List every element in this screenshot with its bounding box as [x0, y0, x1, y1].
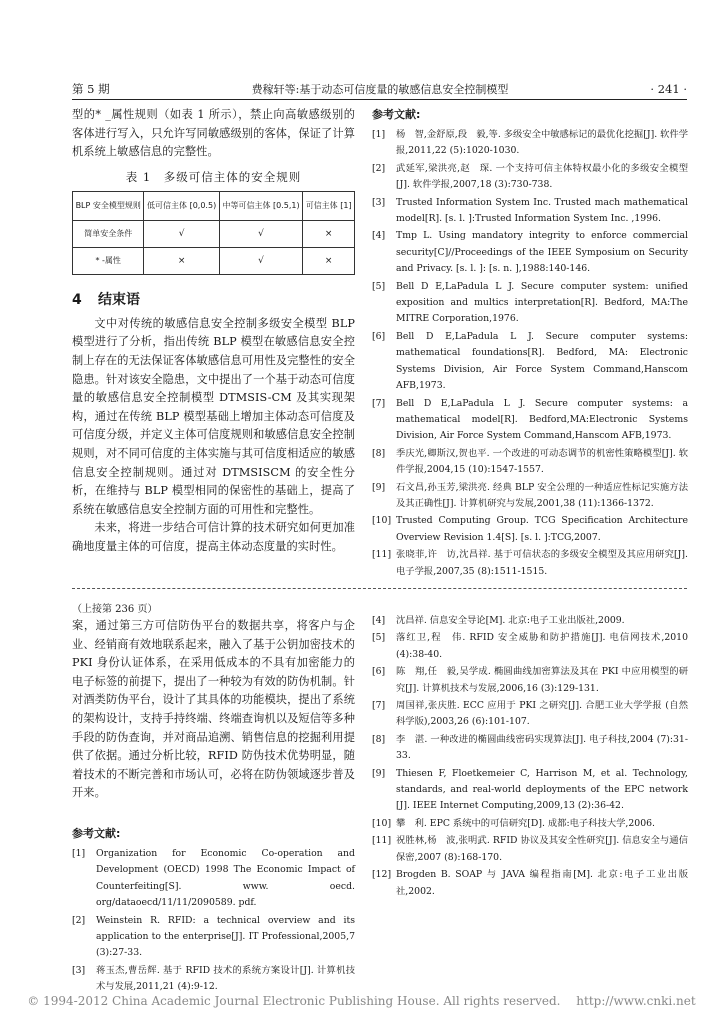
reference-text: 武延军,梁洪亮,赵 琛. 一个支持可信主体特权最小化的多级安全模型[J]. 软件学报,2007,18 (3):730-738.	[396, 162, 688, 191]
reference-number: [11]	[372, 549, 392, 561]
reference-item	[372, 513, 688, 546]
section-number: 4	[72, 291, 82, 308]
reference-item	[72, 963, 355, 996]
reference-number: [6]	[372, 330, 386, 342]
reference-number: [5]	[372, 632, 386, 644]
reference-text: Organization for Economic Co-operation and Development (OECD) 1998 The Economic Impact of Counterfeiting[S]. www. oecd. org/dataoecd/11/11/2090589. pdf.	[96, 847, 355, 909]
conclusion-paragraph: 文中对传统的敏感信息安全控制多级安全模型 BLP 模型进行了分析，指出传统 BLP 模型在敏感信息安全控制上存在的无法保证客体敏感信息可用性及完整性的安全隐患。针对该安全隐患，文中提出了一个基于动态可信度量的敏感信息安全控制模型 DTMSIS-CM 及其实现架构，通过在传统 BLP 模型基础上增加主体动态可信度及可信度分级，并定义主体可信度规则和敏感信息安全控制规则，对不同可信度的主体实施与其可信度相适应的敏感信息安全控制规则。通过对 DTMSISCM 的安全性分析，在维持与 BLP 模型相同的保密性的基础上，提高了系统在敏感信息安全控制方面的可用性和完整性。	[72, 316, 355, 516]
intro-paragraph: 型的* _属性规则（如表 1 所示），禁止向高敏感级别的客体进行写入，只允许写同敏感级别的客体，保证了计算机系统上敏感信息的完整性。	[72, 108, 355, 159]
reference-number: [11]	[372, 835, 392, 847]
reference-number: [7]	[372, 397, 386, 409]
reference-text: 张晓菲,许 访,沈昌祥. 基于可信状态的多级安全模型及其应用研究[J]. 电子学报,2007,35 (8):1511-1515.	[396, 549, 688, 577]
reference-number: [8]	[372, 447, 386, 459]
reference-number: [10]	[372, 515, 392, 527]
reference-number: [3]	[372, 196, 386, 208]
reference-item	[372, 127, 688, 160]
reference-item	[372, 279, 688, 328]
top-right-column	[372, 106, 688, 581]
table-header-row	[73, 191, 355, 220]
continued-note: （上接第 236 页）	[72, 604, 158, 615]
table-cell: √	[219, 247, 302, 274]
reference-item	[372, 161, 688, 194]
section-heading	[72, 289, 355, 309]
body-paragraph: 案，通过第三方可信防伪平台的数据共享，将客户与企业、经销商有效地联系起来，融入了基于公钥加密技术的 PKI 身份认证体系，在采用低成本的不具有加密能力的电子标签的前提下，提出了一种较为有效的防伪机制。针对酒类防伪平台，设计了其具体的功能模块，提出了系统的架构设计，支持手持终端、终端查询机以及短信等多种手段的防伪查询，并对商品追溯、销售信息的挖掘利用提供了依据。通过分析比较，RFID 防伪技术优势明显，随着技术的不断完善和市场认可，必将在防伪领域逐步普及开来。	[72, 619, 355, 800]
running-title: 费稼轩等:基于动态可信度量的敏感信息安全控制模型	[251, 83, 509, 96]
running-header	[72, 79, 687, 100]
reference-item	[372, 630, 688, 663]
table-cell: ×	[303, 247, 355, 274]
reference-text: 落红卫,程 伟. RFID 安全威胁和防护措施[J]. 电信网技术,2010 (4):38-40.	[396, 632, 688, 660]
reference-text: 蒋玉杰,曹岳辉. 基于 RFID 技术的系统方案设计[J]. 计算机技术与发展,2011,21 (4):9-12.	[96, 964, 355, 993]
reference-item	[372, 446, 688, 479]
reference-number: [9]	[372, 481, 386, 493]
reference-number: [12]	[372, 869, 392, 881]
reference-text: 祝胜林,杨 波,张明武. RFID 协议及其安全性研究[J]. 信息安全与通信保密,2007 (8):168-170.	[396, 835, 688, 863]
reference-text: 攀 利. EPC 系统中的可信研究[D]. 成都:电子科技大学,2006.	[396, 817, 655, 829]
reference-text: Trusted Information System Inc. Trusted mach mathematical model[R]. [s. l. ]:Trusted Information System Inc. ,1996.	[396, 196, 688, 225]
section-title: 结束语	[98, 291, 140, 308]
reference-number: [7]	[372, 700, 386, 712]
reference-text: Weinstein R. RFID: a technical overview and its application to the enterprise[J]. IT Professional,2005,7 (3):27-33.	[96, 914, 355, 959]
reference-item	[372, 833, 688, 866]
table-corner: BLP 安全模型规则	[73, 191, 144, 220]
reference-text: Thiesen F, Floetkemeier C, Harrison M, et al. Technology, standards, and real-world deployments of the EPC network [J]. IEEE Internet Computing,2009,13 (2):36-42.	[396, 767, 688, 812]
table-cell: √	[144, 220, 219, 247]
reference-text: 季庆光,卿斯汉,贺也平. 一个改进的可动态调节的机密性策略模型[J]. 软件学报,2004,15 (10):1547-1557.	[396, 447, 688, 476]
reference-item	[372, 613, 688, 629]
reference-text: 李 湛. 一种改进的椭圆曲线密码实现算法[J]. 电子科技,2004 (7):31-33.	[396, 733, 688, 762]
table-row	[73, 247, 355, 274]
reference-text: Tmp L. Using mandatory integrity to enforce commercial security[C]//Proceedings of the IEEE Symposium on Security and Privacy. [s. l. ]: [s. n. ],1988:140-146.	[396, 230, 688, 275]
reference-number: [10]	[372, 817, 392, 829]
copyright-footer: © 1994-2012 China Academic Journal Electronic Publishing House. All rights reserved. http://www.cnki.net	[27, 994, 696, 1008]
table-column-header: 可信主体 [1]	[303, 191, 355, 220]
reference-item	[372, 816, 688, 832]
reference-item	[372, 766, 688, 815]
reference-number: [1]	[372, 129, 386, 140]
reference-number: [4]	[372, 230, 386, 242]
reference-text: Bell D E,LaPadula L J. Secure computer system: unified exposition and multics interpretation[R]. Bedford, MA:The MITRE Corporation,1976.	[396, 280, 688, 325]
reference-item	[372, 664, 688, 697]
reference-item	[72, 846, 355, 912]
reference-number: [9]	[372, 767, 386, 779]
reference-text: Bell D E,LaPadula L J. Secure computer systems: mathematical foundations[R]. Bedford, MA: Electronic Systems Division, Air Force System Command,Hanscom AFB,1973.	[396, 330, 688, 392]
table-cell: ×	[303, 220, 355, 247]
reference-item	[372, 228, 688, 277]
reference-text: 周国祥,张庆胜. ECC 应用于 PKI 之研究[J]. 合肥工业大学学报 (自然科学版),2003,26 (6):101-107.	[396, 700, 688, 728]
conclusion-paragraph: 未来，将进一步结合可信计算的技术研究如何更加准确地度量主体的可信度，提高主体动态度量的实时性。	[72, 521, 355, 553]
security-rules-table	[72, 191, 355, 275]
reference-text: Brogden B. SOAP 与 JAVA 编程指南[M]. 北京:电子工业出版社,2002.	[396, 869, 688, 897]
reference-number: [2]	[72, 914, 86, 926]
reference-item	[372, 329, 688, 395]
reference-number: [5]	[372, 280, 386, 292]
reference-number: [2]	[372, 162, 386, 174]
reference-number: [3]	[72, 964, 86, 976]
reference-text: 石文昌,孙玉芳,梁洪亮. 经典 BLP 安全公理的一种适应性标记实施方法及其正确性[J]. 计算机研究与发展,2001,38 (11):1366-1372.	[396, 481, 688, 509]
reference-number: [1]	[72, 847, 86, 859]
reference-item	[372, 867, 688, 900]
references-heading: 参考文献:	[372, 108, 421, 121]
reference-number: [4]	[372, 615, 386, 626]
article-divider	[72, 588, 687, 589]
bottom-left-column	[72, 600, 355, 997]
reference-text: Trusted Computing Group. TCG Specification Architecture Overview Revision 1.4[S]. [s. l. ]:TCG,2007.	[396, 515, 688, 543]
table-row-label: * -属性	[73, 247, 144, 274]
reference-number: [8]	[372, 733, 386, 745]
table-row	[73, 220, 355, 247]
reference-item	[72, 913, 355, 962]
reference-number: [6]	[372, 666, 386, 678]
table-row-label: 简单安全条件	[73, 220, 144, 247]
reference-text: 杨 智,金舒原,段 毅,等. 多级安全中敏感标记的最优化挖掘[J]. 软件学报,2011,22 (5):1020-1030.	[396, 129, 688, 157]
reference-item	[372, 732, 688, 765]
reference-item	[372, 480, 688, 513]
reference-list	[372, 613, 688, 900]
reference-text: 陈 翔,任 毅,吴学成. 椭圆曲线加密算法及其在 PKI 中应用模型的研究[J]. 计算机技术与发展,2006,16 (3):129-131.	[396, 666, 688, 694]
reference-item	[372, 396, 688, 445]
reference-item	[372, 698, 688, 731]
reference-item	[372, 195, 688, 228]
table-cell: ×	[144, 247, 219, 274]
reference-text: 沈昌祥. 信息安全导论[M]. 北京:电子工业出版社,2009.	[396, 615, 625, 626]
references-heading: 参考文献:	[72, 826, 121, 840]
page-number: · 241 ·	[650, 82, 687, 96]
table-column-header: 低可信主体 [0,0.5)	[144, 191, 219, 220]
reference-text: Bell D E,LaPadula L J. Secure computer systems: a mathematical model[R]. Bedford,MA:Electronic Systems Division, Air Force System Command,Hanscom AFB,1973.	[396, 397, 688, 442]
reference-item	[372, 547, 688, 580]
reference-list	[72, 846, 355, 996]
bottom-right-column	[372, 613, 688, 901]
table-column-header: 中等可信主体 [0.5,1)	[219, 191, 302, 220]
top-left-column	[72, 106, 355, 557]
table-title: 表 1 多级可信主体的安全规则	[125, 169, 302, 184]
issue-number: 第 5 期	[72, 82, 110, 96]
table-cell: √	[219, 220, 302, 247]
reference-list	[372, 127, 688, 580]
